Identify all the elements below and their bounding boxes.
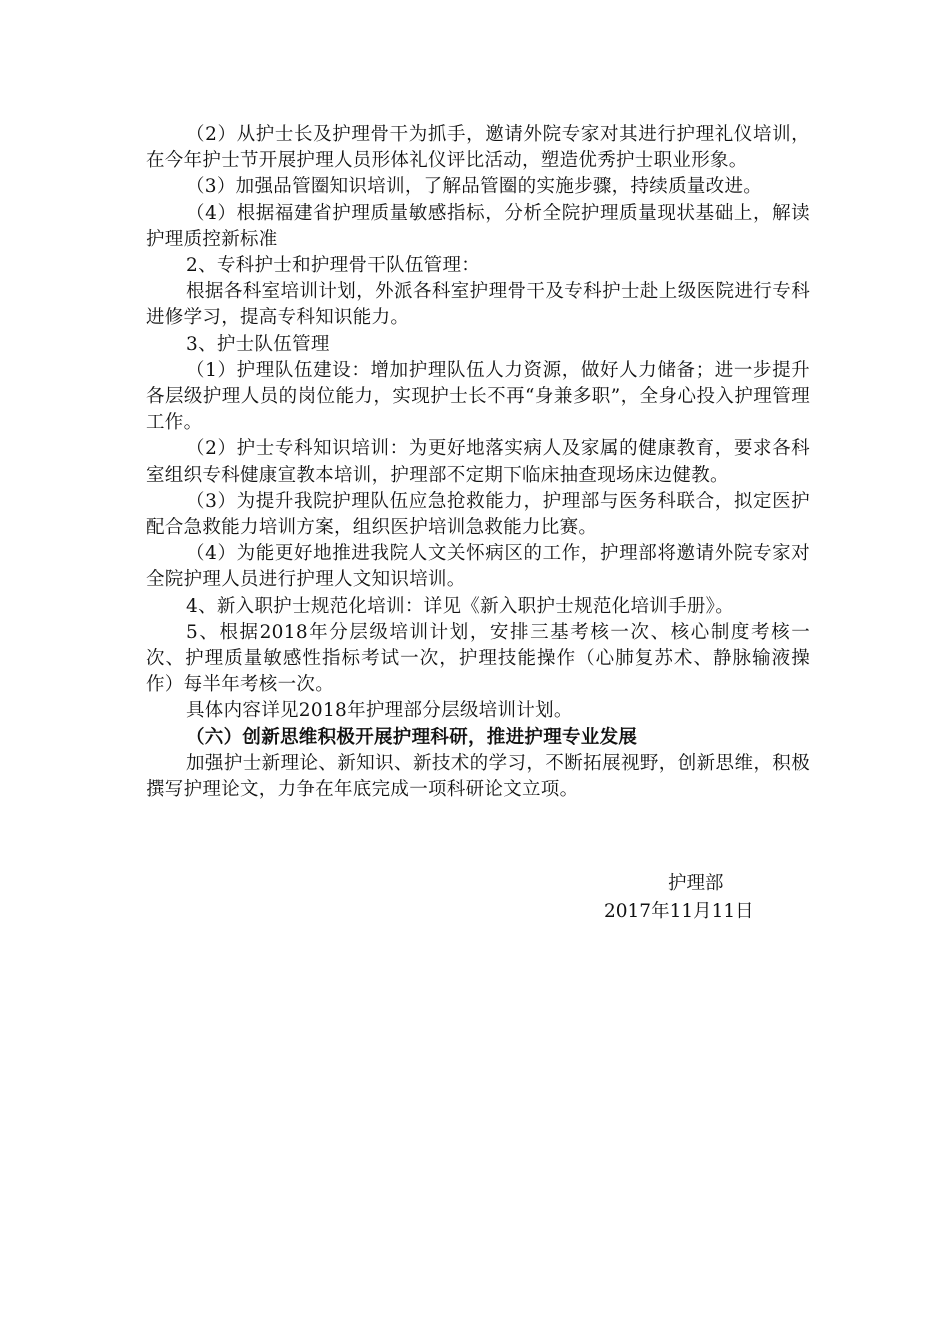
- section-heading-research: （六）创新思维积极开展护理科研，推进护理专业发展: [186, 726, 638, 748]
- document-body: [146, 122, 810, 803]
- paragraph-team-building: （1）护理队伍建设：增加护理队伍人力资源，做好人力储备；进一步提升各层级护理人员的岗位能力，实现护士长不再“身兼多职”，全身心投入护理管理工作。: [146, 359, 810, 434]
- paragraph-tiered-training: 5、根据2018年分层级培训计划，安排三基考核一次、核心制度考核一次、护理质量敏感性指标考试一次，护理技能操作（心肺复苏术、静脉输液操作）每半年考核一次。: [146, 621, 810, 696]
- paragraph-quality-indicators: （4）根据福建省护理质量敏感指标，分析全院护理质量现状基础上，解读护理质控新标准: [146, 202, 810, 250]
- paragraph-team-heading: 3、护士队伍管理: [186, 333, 330, 355]
- paragraph-specialty-knowledge: （2）护士专科知识培训：为更好地落实病人及家属的健康教育，要求各科室组织专科健康宣教本培训，护理部不定期下临床抽查现场床边健教。: [146, 438, 810, 486]
- paragraph-nursing-etiquette: （2）从护士长及护理骨干为抓手，邀请外院专家对其进行护理礼仪培训，在今年护士节开展护理人员形体礼仪评比活动，塑造优秀护士职业形象。: [146, 124, 810, 172]
- signature-department: 护理部: [668, 873, 724, 894]
- paragraph-humanistic-care: （4）为能更好地推进我院人文关怀病区的工作，护理部将邀请外院专家对全院护理人员进行护理人文知识培训。: [146, 543, 810, 591]
- signature-date: 2017年11月11日: [604, 901, 754, 922]
- paragraph-specialist-training: 根据各科室培训计划，外派各科室护理骨干及专科护士赴上级医院进行专科进修学习，提高专科知识能力。: [146, 281, 810, 329]
- paragraph-qcc-training: （3）加强品管圈知识培训，了解品管圈的实施步骤，持续质量改进。: [186, 176, 763, 198]
- paragraph-research: 加强护士新理论、新知识、新技术的学习，不断拓展视野，创新思维，积极撰写护理论文，力争在年底完成一项科研论文立项。: [146, 752, 810, 801]
- paragraph-plan-reference: 具体内容详见2018年护理部分层级培训计划。: [186, 700, 573, 722]
- paragraph-specialist-heading: 2、专科护士和护理骨干队伍管理：: [186, 255, 481, 277]
- paragraph-emergency-training: （3）为提升我院护理队伍应急抢救能力，护理部与医务科联合，拟定医护配合急救能力培训方案，组织医护培训急救能力比赛。: [146, 490, 810, 539]
- paragraph-new-nurse-training: 4、新入职护士规范化培训：详见《新入职护士规范化培训手册》。: [186, 595, 735, 617]
